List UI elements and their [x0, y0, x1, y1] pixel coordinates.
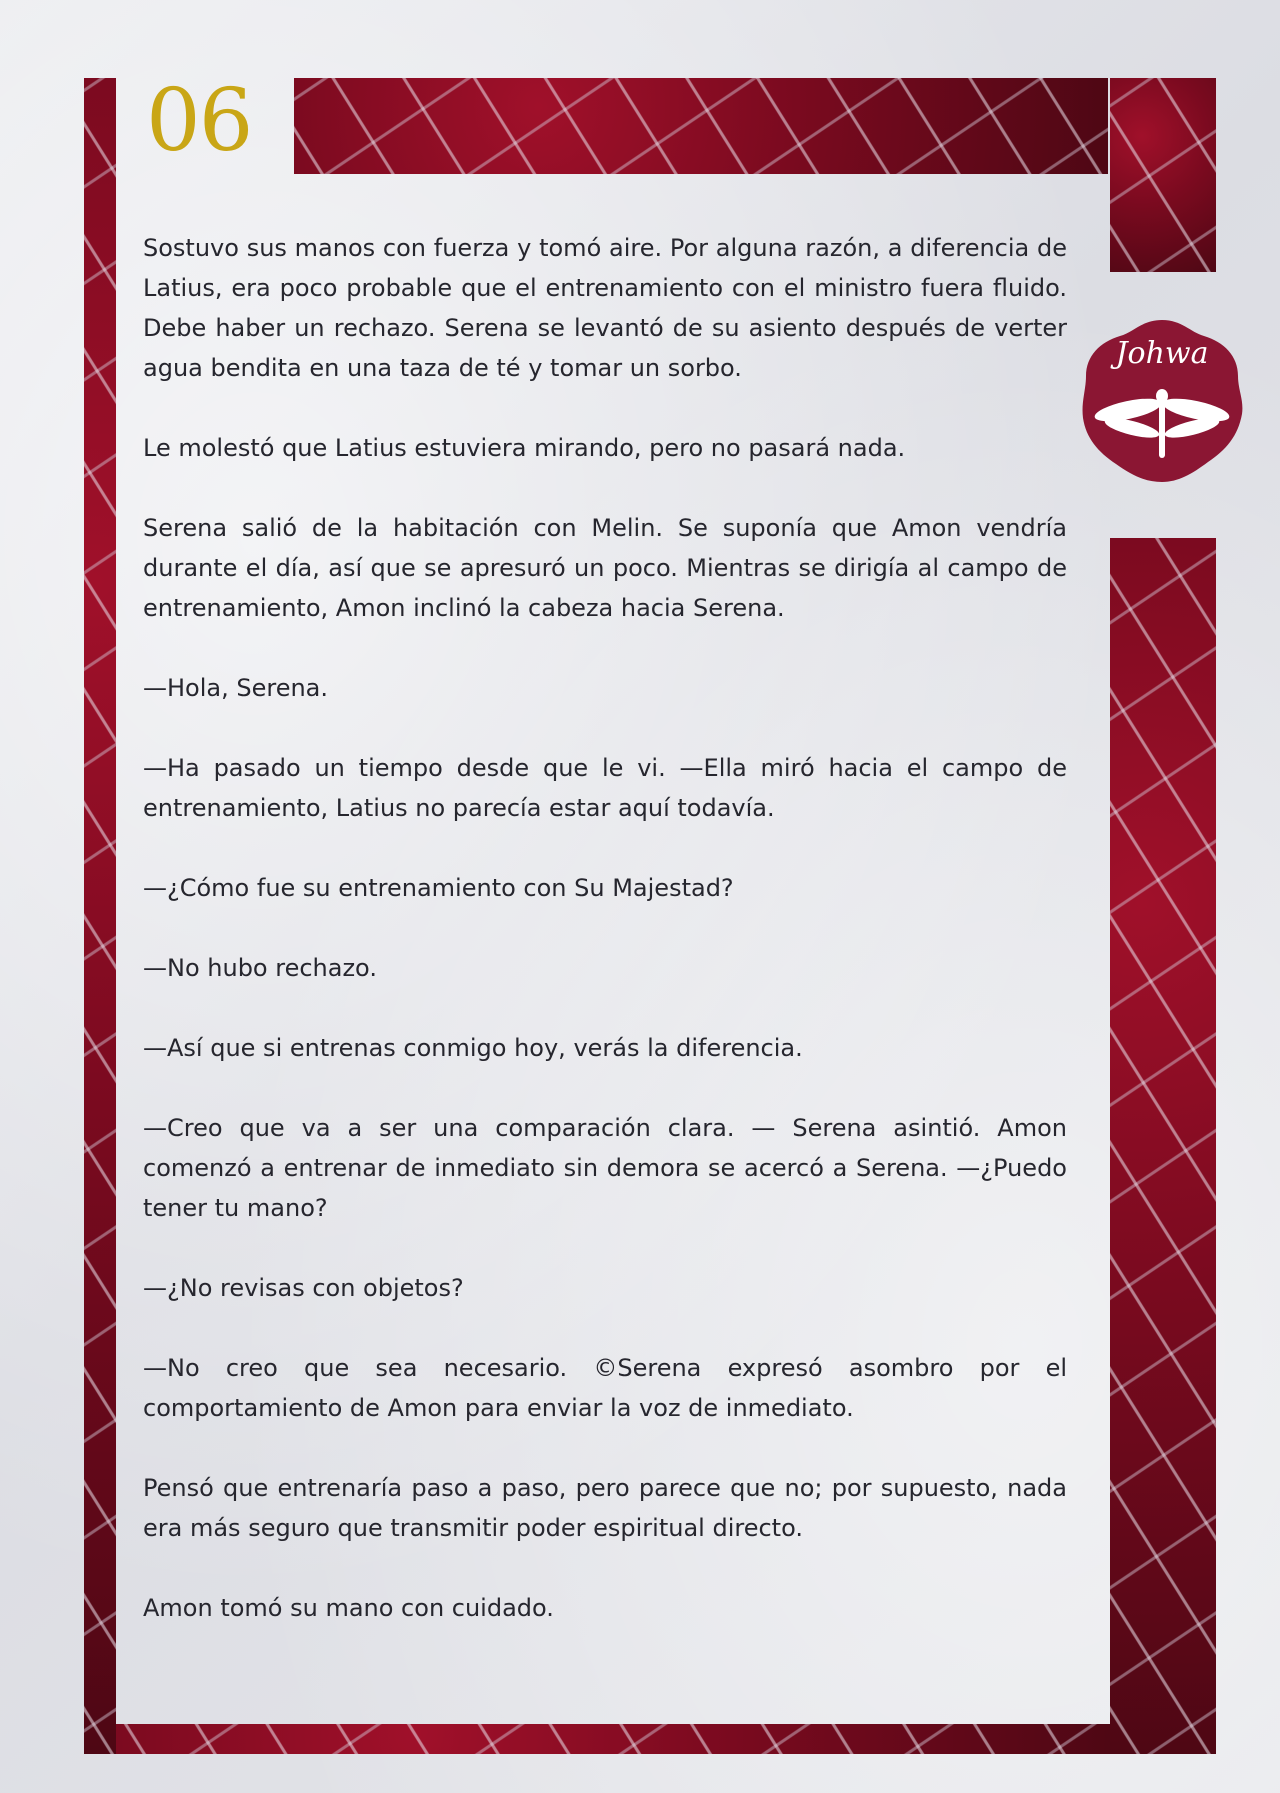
paragraph: Le molestó que Latius estuviera mirando, pero no pasará nada. — [143, 434, 906, 462]
paragraph: —Creo que va a ser una comparación clara. — Serena asintió. Amon comenzó a entrenar de inmediato sin demora se acercó a Serena. —¿Puedo tener tu mano? — [143, 1114, 1067, 1222]
marble-border-bottom — [116, 1724, 1116, 1754]
marble-border-right — [1110, 538, 1216, 1754]
logo-text: Johwa — [1115, 336, 1209, 371]
marble-border-top — [294, 78, 1108, 174]
paragraph: Sostuvo sus manos con fuerza y tomó aire. Por alguna razón, a diferencia de Latius, era poco probable que el entrenamiento con el ministro fuera fluido. Debe haber un rechazo. Serena se levantó de su asiento después de verter agua bendita en una taza de té y tomar un sorbo. — [143, 234, 1067, 382]
paragraph: —Hola, Serena. — [143, 674, 329, 702]
page-number: 06 — [146, 71, 252, 171]
marble-border-right-top — [1110, 78, 1216, 272]
paragraph: —No creo que sea necesario. ©Serena expresó asombro por el comportamiento de Amon para enviar la voz de inmediato. — [143, 1354, 1067, 1422]
paragraph: Serena salió de la habitación con Melin. Se suponía que Amon vendría durante el día, así que se apresuró un poco. Mientras se dirigía al campo de entrenamiento, Amon inclinó la cabeza hacia Serena. — [143, 514, 1067, 622]
johwa-logo[interactable] — [1078, 314, 1246, 486]
paragraph: —¿Cómo fue su entrenamiento con Su Majestad? — [143, 874, 734, 902]
paragraph: —Así que si entrenas conmigo hoy, verás la diferencia. — [143, 1034, 803, 1062]
paragraph: —¿No revisas con objetos? — [143, 1274, 464, 1302]
paragraph: —Ha pasado un tiempo desde que le vi. —Ella miró hacia el campo de entrenamiento, Latius no parecía estar aquí todavía. — [143, 754, 1067, 822]
marble-border-left — [84, 78, 116, 1754]
paragraph: Pensó que entrenaría paso a paso, pero parece que no; por supuesto, nada era más seguro que transmitir poder espiritual directo. — [143, 1474, 1067, 1542]
chapter-text — [143, 228, 1067, 1668]
paragraph: Amon tomó su mano con cuidado. — [143, 1594, 554, 1622]
paragraph: —No hubo rechazo. — [143, 954, 377, 982]
